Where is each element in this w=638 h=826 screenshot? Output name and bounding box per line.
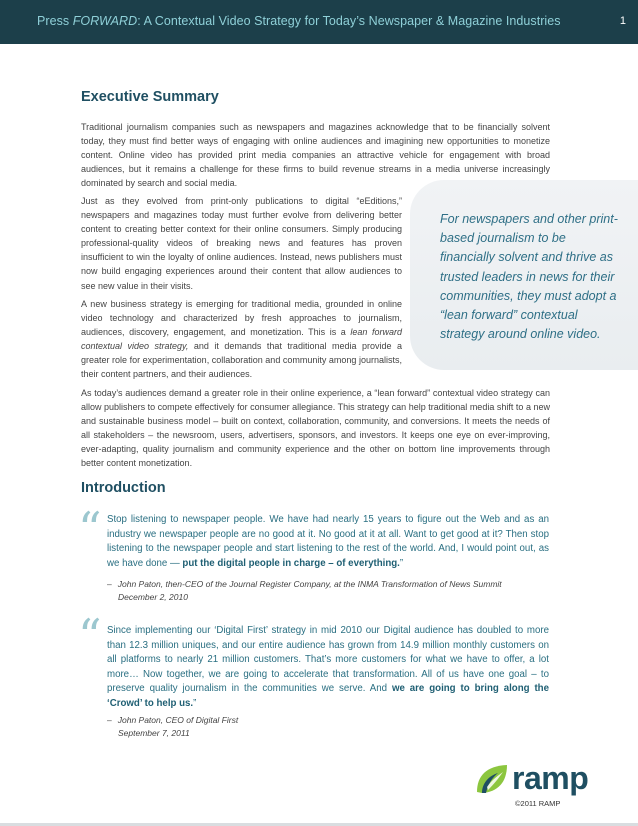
quote-1-attribution (107, 578, 502, 604)
quote-1-close: ” (399, 557, 404, 569)
attribution-2-line-2: September 7, 2011 (118, 728, 190, 739)
executive-summary-paragraph-2: Just as they evolved from print-only publications to digital “eEditions,” newspapers and magazines today must further evolve from delivering better content to creating better context for their online consumers. Simply producing professional-quality videos of breaking news and features has proven insufficient to win the loyalty of online audiences. Instead, news publishers must now build engaging experiences around their content that allow audiences to see new value in their visits. (81, 196, 402, 291)
pullquote-text: For newspapers and other print-based journalism to be financially solvent and thrive as trusted leaders in news for their communities, they must adopt a “lean forward” contextual strategy around online video. (440, 212, 618, 342)
ramp-wordmark: ramp (512, 760, 589, 796)
copyright: ©2011 RAMP (515, 799, 561, 808)
executive-summary-paragraph-1: Traditional journalism companies such as newspapers and magazines acknowledge that to be financially solvent today, they must find better ways of engaging with online audiences and imagining new opportunities to monetize content. Online video has provided print media companies an attractive vehicle for engagement with broad audiences, but it remains a challenge for these firms to build revenue streams in a media universe increasingly dominated by search and social media. (81, 122, 550, 189)
quote-mark-icon: “ (78, 502, 102, 556)
introduction-heading: Introduction (81, 480, 166, 496)
page-number: 1 (619, 15, 626, 27)
attribution-1-line-1: John Paton, then-CEO of the Journal Register Company, at the INMA Transformation of News Summit (117, 579, 502, 589)
p3-text-b: and it demands that traditional media provide a greater role for experimentation, collaboration and community among journalists, their content partners, and their audiences. (81, 341, 402, 380)
executive-summary-heading: Executive Summary (81, 89, 219, 105)
quote-2 (107, 624, 549, 712)
p3-text-a: A new business strategy is emerging for traditional media, grounded in online video technology and characterized by fresh approaches to journalism, audiences, discovery, engagement, and monetization. This is a (81, 299, 402, 338)
quote-mark-icon: “ (78, 609, 102, 663)
title-emphasis: FORWARD (72, 14, 138, 28)
attribution-dash: – (107, 579, 112, 589)
quote-2-attribution (107, 714, 238, 740)
quote-2-close: ” (193, 697, 197, 709)
quote-2-bold: we are going to bring along the ‘Crowd’ to help us. (107, 683, 549, 709)
executive-summary-paragraph-3 (81, 297, 402, 382)
quote-1-bold: put the digital people in charge – of everything. (182, 557, 400, 569)
ramp-leaf-logo-icon (474, 762, 510, 796)
attribution-2-line-1: John Paton, CEO of Digital First (117, 715, 239, 725)
quote-2-text: Since implementing our ‘Digital First’ strategy in mid 2010 our Digital audience has doubled to more than 12.3 million uniques, and our entire audience has grown from 14.9 million monthly customers on all platforms to nearly 21 million customers. That’s more customers for what we have to offer, a lot more… Now together, we are going to accelerate that transformation. All of us have one goal – to preserve quality journalism in the communities we serve. And (107, 625, 549, 695)
document-title (37, 14, 561, 28)
title-prefix: Press (37, 14, 73, 28)
quote-1-text: Stop listening to newspaper people. We have had nearly 15 years to figure out the Web and as an industry we newspaper people are no good at it. No good at it at all. Want to get good at it? Then stop listening to the newspaper people and start listening to the rest of the world. And, I would point out, as we have done — (107, 514, 549, 569)
quote-1 (107, 513, 549, 571)
attribution-dash: – (107, 715, 112, 725)
title-rest: : A Contextual Video Strategy for Today’s Newspaper & Magazine Industries (137, 14, 561, 28)
attribution-1-line-2: December 2, 2010 (118, 592, 188, 603)
p3-emphasis: lean forward contextual video strategy, (81, 327, 402, 352)
executive-summary-paragraph-4: As today’s audiences demand a greater role in their online experience, a “lean forward” contextual video strategy can allow publishers to compete effectively for consumer allegiance. This strategy can help traditional media shift to a new and sustainable business model – built on context, collaboration, community, and conversions. It meets the needs of all stakeholders – the newsroom, users, advertisers, sponsors, and investors. It keeps one eye on ever-improving, ever-adapting, quality journalism and community experience and the other on bottom line improvements through better content monetization. (81, 388, 550, 469)
